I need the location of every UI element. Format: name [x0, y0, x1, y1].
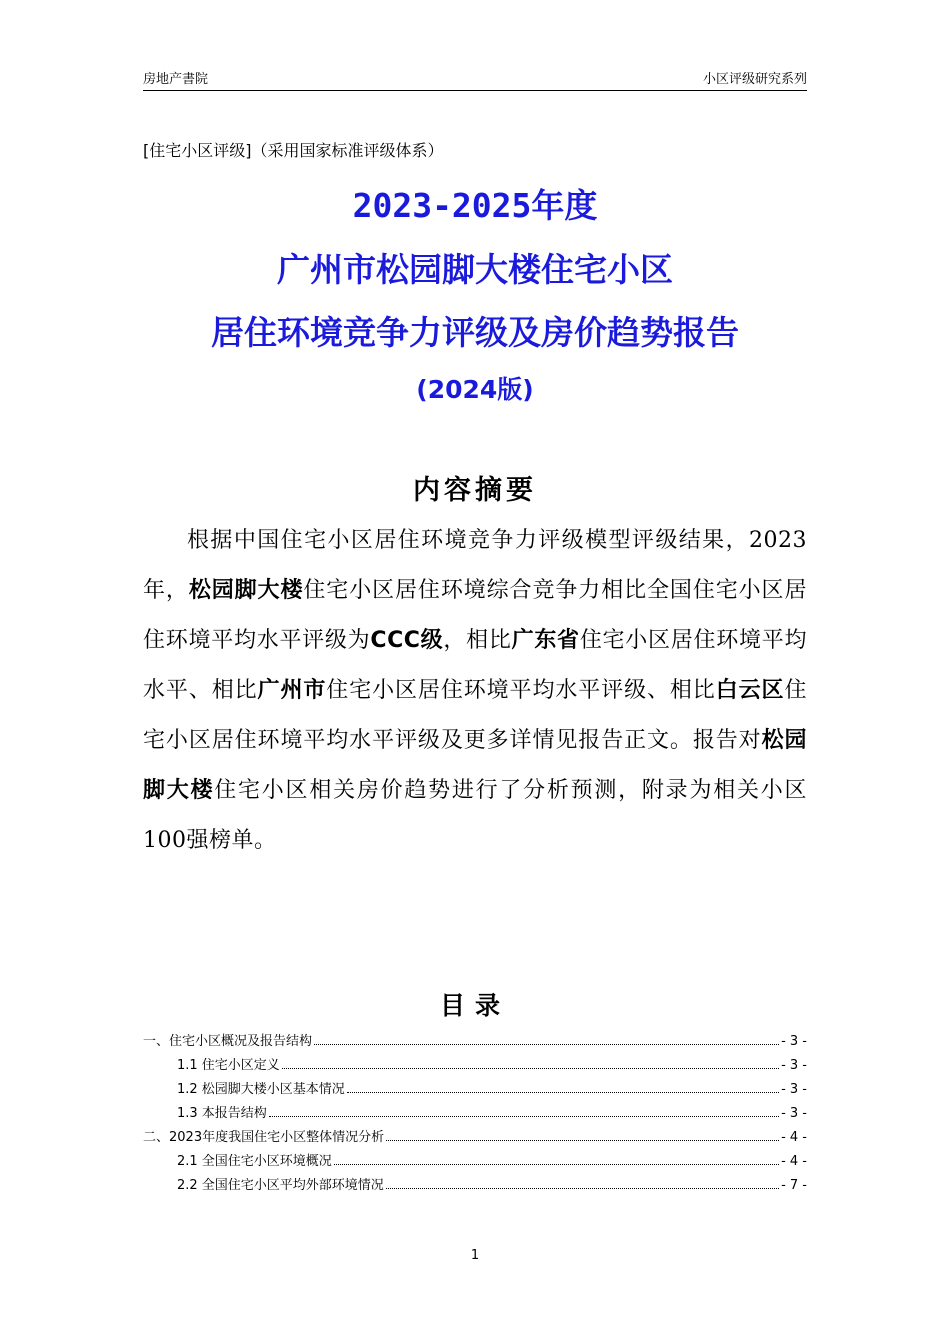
toc-entry-page: - 3 -	[781, 1034, 807, 1049]
abstract-bold-community: 松园脚大楼	[143, 728, 807, 803]
report-category: [住宅小区评级]（采用国家标准评级体系）	[143, 141, 444, 160]
toc-heading: 目录	[439, 991, 510, 1020]
table-of-contents	[143, 1030, 807, 1198]
toc-leader	[282, 1054, 779, 1069]
toc-entry[interactable]	[143, 1030, 807, 1054]
toc-entry[interactable]	[143, 1150, 807, 1174]
toc-entry-page: - 7 -	[781, 1178, 807, 1193]
abstract-bold-community: 松园脚大楼	[188, 578, 304, 603]
toc-entry-label: 一、住宅小区概况及报告结构	[143, 1034, 313, 1049]
toc-entry-label: 1.2 松园脚大楼小区基本情况	[177, 1082, 345, 1097]
toc-leader	[334, 1150, 779, 1165]
abstract-bold-district: 白云区	[715, 678, 785, 703]
toc-leader	[347, 1078, 779, 1093]
toc-entry-label: 2.1 全国住宅小区环境概况	[177, 1154, 332, 1169]
toc-entry-page: - 3 -	[781, 1058, 807, 1073]
abstract-text: 根据中国住宅小区居住环境竞争力评级模型评级结果，2023年，	[143, 528, 807, 603]
title-community: 广州市松园脚大楼住宅小区	[277, 250, 673, 289]
toc-entry[interactable]	[143, 1126, 807, 1150]
page-header	[143, 64, 807, 91]
toc-entry-page: - 3 -	[781, 1082, 807, 1097]
toc-entry[interactable]	[143, 1174, 807, 1198]
toc-entry-label: 2.2 全国住宅小区平均外部环境情况	[177, 1178, 384, 1193]
abstract-bold-rating: CCC级	[370, 628, 444, 653]
toc-entry-label: 二、2023年度我国住宅小区整体情况分析	[143, 1130, 385, 1145]
abstract-text: 住宅小区居住环境综合竞争力相比全国住宅小区居住环境平均水平评级为	[143, 578, 807, 653]
abstract-text: 住宅小区居住环境平均水平评级、相比	[326, 678, 716, 703]
toc-leader	[269, 1102, 779, 1117]
header-series: 小区评级研究系列	[702, 72, 807, 87]
abstract-bold-city: 广州市	[257, 678, 327, 703]
abstract-paragraph	[143, 516, 807, 866]
toc-entry-page: - 3 -	[781, 1106, 807, 1121]
toc-entry[interactable]	[143, 1054, 807, 1078]
abstract-text: ，相比	[443, 628, 512, 653]
toc-entry-page: - 4 -	[781, 1154, 807, 1169]
toc-entry[interactable]	[143, 1078, 807, 1102]
page-number: 1	[470, 1248, 480, 1263]
toc-leader	[314, 1030, 779, 1045]
title-years: 2023-2025年度	[352, 186, 598, 225]
abstract-bold-province: 广东省	[511, 628, 580, 653]
header-publisher: 房地产書院	[143, 72, 209, 87]
abstract-heading: 内容摘要	[413, 475, 537, 506]
toc-entry-label: 1.1 住宅小区定义	[177, 1058, 280, 1073]
toc-leader	[386, 1126, 779, 1141]
toc-entry[interactable]	[143, 1102, 807, 1126]
toc-entry-label: 1.3 本报告结构	[177, 1106, 267, 1121]
toc-leader	[386, 1174, 779, 1189]
abstract-text: 住宅小区相关房价趋势进行了分析预测，附录为相关小区100强榜单。	[143, 778, 807, 853]
title-subject: 居住环境竞争力评级及房价趋势报告	[211, 313, 739, 352]
title-edition: (2024版)	[416, 375, 534, 404]
toc-entry-page: - 4 -	[781, 1130, 807, 1145]
abstract-text: 住宅小区居住环境平均水平、相比	[143, 628, 807, 703]
abstract-text: 住宅小区居住环境平均水平评级及更多详情见报告正文。报告对	[143, 678, 807, 753]
